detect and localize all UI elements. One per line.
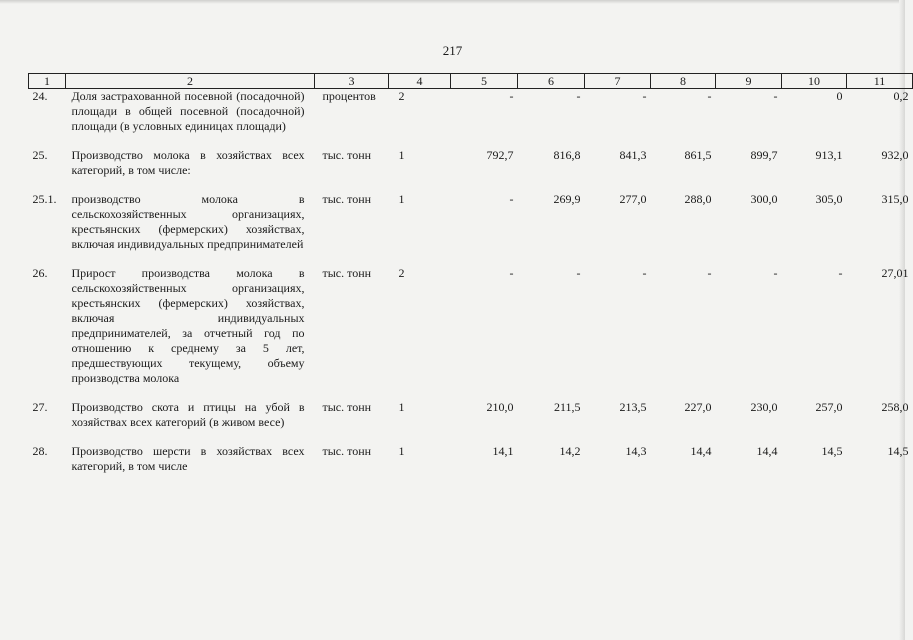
value-cell: 258,0 [881, 400, 909, 414]
row-spacer [29, 386, 913, 400]
table-row [29, 89, 913, 135]
value-cell: 210,0 [486, 400, 514, 414]
value-cell: 213,5 [619, 400, 647, 414]
value-cell: 816,8 [553, 148, 581, 162]
column-header: 4 [389, 74, 451, 89]
value-cell: - [838, 266, 843, 280]
value-cell: 861,5 [684, 148, 712, 162]
row-spacer [29, 430, 913, 444]
level-cell: 1 [398, 400, 405, 414]
table-row [29, 192, 913, 252]
value-cell: 0,2 [893, 89, 909, 103]
value-cell: - [773, 89, 778, 103]
value-cell: 230,0 [750, 400, 778, 414]
column-header: 9 [716, 74, 782, 89]
page-number: 217 [442, 43, 463, 58]
row-number: 28. [32, 444, 48, 458]
value-cell: 792,7 [486, 148, 514, 162]
unit-cell: тыс. тонн [322, 192, 372, 206]
row-number: 27. [32, 400, 48, 414]
value-cell: 14,3 [625, 444, 647, 458]
column-number-row [29, 74, 913, 89]
indicator-name: Производство шерсти в хозяйствах всех категорий, в том числе [71, 444, 305, 473]
value-cell: 14,2 [559, 444, 581, 458]
level-cell: 1 [398, 148, 405, 162]
level-cell: 1 [398, 192, 405, 206]
indicator-name: Прирост производства молока в сельскохозяйственных организациях, крестьянских (фермерских) хозяйствах, включая индивидуальных предпринимателей, за отчетный год по отношению к среднему за 5 лет, предшествующих текущему, объему производства молока [71, 266, 305, 385]
value-cell: 269,9 [553, 192, 581, 206]
column-header: 6 [518, 74, 585, 89]
value-cell: - [509, 266, 514, 280]
value-cell: 913,1 [815, 148, 843, 162]
scan-edge-top [0, 0, 905, 4]
row-number: 26. [32, 266, 48, 280]
value-cell: - [642, 89, 647, 103]
unit-cell: тыс. тонн [322, 444, 372, 458]
value-cell: 14,5 [821, 444, 843, 458]
table-row [29, 400, 913, 430]
value-cell: 315,0 [881, 192, 909, 206]
value-cell: 288,0 [684, 192, 712, 206]
row-spacer [29, 252, 913, 266]
table-row [29, 148, 913, 178]
value-cell: 277,0 [619, 192, 647, 206]
unit-cell: тыс. тонн [322, 400, 372, 414]
column-header: 11 [847, 74, 913, 89]
column-header: 1 [29, 74, 66, 89]
indicator-name: Производство молока в хозяйствах всех категорий, в том числе: [71, 148, 305, 177]
indicator-name: производство молока в сельскохозяйственных организациях, крестьянских (фермерских) хозяйствах, включая индивидуальных предпринимателей [71, 192, 305, 251]
row-spacer [29, 178, 913, 192]
level-cell: 2 [398, 266, 405, 280]
level-cell: 2 [398, 89, 405, 103]
value-cell: 300,0 [750, 192, 778, 206]
indicators-table [28, 73, 913, 474]
row-number: 25. [32, 148, 48, 162]
value-cell: 14,5 [887, 444, 909, 458]
value-cell: 227,0 [684, 400, 712, 414]
value-cell: 0 [836, 89, 843, 103]
column-header: 3 [315, 74, 389, 89]
value-cell: 841,3 [619, 148, 647, 162]
table-row [29, 266, 913, 386]
value-cell: - [509, 192, 514, 206]
value-cell: 305,0 [815, 192, 843, 206]
indicator-name: Производство скота и птицы на убой в хозяйствах всех категорий (в живом весе) [71, 400, 305, 429]
value-cell: 14,4 [690, 444, 712, 458]
column-header: 5 [451, 74, 518, 89]
value-cell: - [576, 89, 581, 103]
indicator-name: Доля застрахованной посевной (посадочной) площади в общей посевной (посадочной) площади (в условных единицах площади) [71, 89, 305, 133]
level-cell: 1 [398, 444, 405, 458]
column-header: 8 [651, 74, 716, 89]
value-cell: 27,01 [881, 266, 909, 280]
value-cell: 932,0 [881, 148, 909, 162]
value-cell: - [773, 266, 778, 280]
value-cell: 14,4 [756, 444, 778, 458]
value-cell: - [576, 266, 581, 280]
value-cell: 899,7 [750, 148, 778, 162]
table-row [29, 444, 913, 474]
row-number: 24. [32, 89, 48, 103]
value-cell: - [707, 89, 712, 103]
value-cell: 257,0 [815, 400, 843, 414]
value-cell: 211,5 [553, 400, 581, 414]
value-cell: - [707, 266, 712, 280]
value-cell: - [509, 89, 514, 103]
column-header: 10 [782, 74, 847, 89]
row-number: 25.1. [32, 192, 57, 206]
unit-cell: тыс. тонн [322, 148, 372, 162]
column-header: 2 [66, 74, 315, 89]
value-cell: 14,1 [492, 444, 514, 458]
row-spacer [29, 134, 913, 148]
value-cell: - [642, 266, 647, 280]
unit-cell: процентов [322, 89, 376, 103]
column-header: 7 [585, 74, 651, 89]
unit-cell: тыс. тонн [322, 266, 372, 280]
